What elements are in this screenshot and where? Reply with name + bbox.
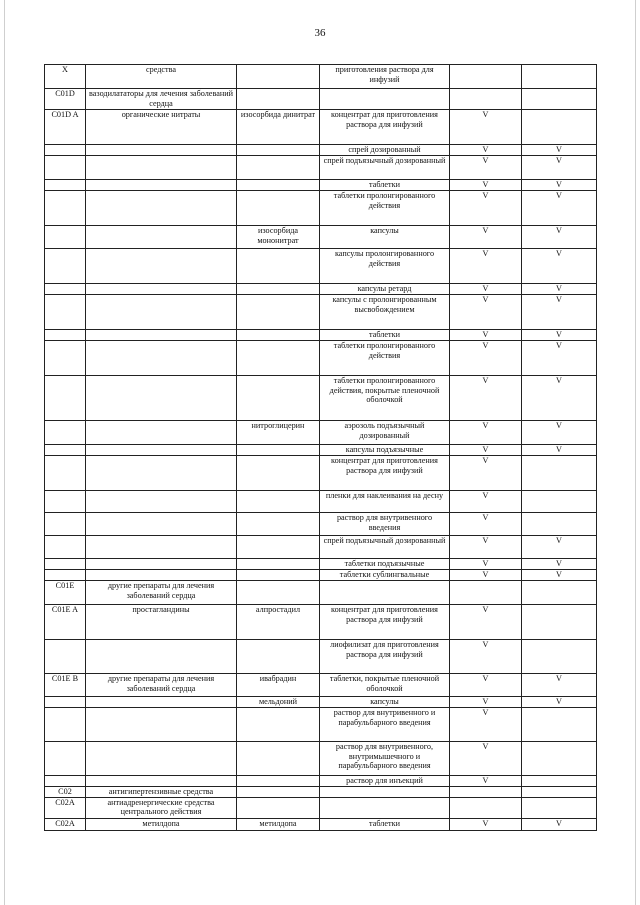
atc-code-cell bbox=[45, 776, 86, 787]
table-row bbox=[45, 376, 597, 421]
atc-code-cell bbox=[45, 284, 86, 295]
atc-code-cell bbox=[45, 640, 86, 674]
table-row bbox=[45, 797, 597, 818]
mark-cell-2: V bbox=[522, 330, 597, 341]
atc-code-cell: C02A bbox=[45, 818, 86, 830]
group-name-cell bbox=[86, 295, 237, 330]
mark-cell-2 bbox=[522, 581, 597, 605]
table-row bbox=[45, 341, 597, 376]
atc-code-cell bbox=[45, 376, 86, 421]
drug-table bbox=[44, 64, 597, 831]
table-row bbox=[45, 570, 597, 581]
mark-cell-1: V bbox=[450, 513, 522, 536]
mark-cell-2 bbox=[522, 797, 597, 818]
mark-cell-1: V bbox=[450, 570, 522, 581]
atc-code-cell bbox=[45, 421, 86, 445]
mark-cell-1: V bbox=[450, 421, 522, 445]
mark-cell-1: V bbox=[450, 536, 522, 559]
dosage-form-cell: раствор для внутривенного, внутримышечного и парабульбарного введения bbox=[320, 742, 450, 776]
mark-cell-1: V bbox=[450, 491, 522, 513]
mark-cell-2: V bbox=[522, 697, 597, 708]
dosage-form-cell: спрей дозированный bbox=[320, 145, 450, 156]
mark-cell-1 bbox=[450, 787, 522, 798]
dosage-form-cell: таблетки сублингвальные bbox=[320, 570, 450, 581]
mark-cell-2 bbox=[522, 640, 597, 674]
group-name-cell bbox=[86, 445, 237, 456]
atc-code-cell bbox=[45, 180, 86, 191]
table-row bbox=[45, 674, 597, 697]
table-row bbox=[45, 89, 597, 110]
mark-cell-2: V bbox=[522, 559, 597, 570]
mark-cell-1: V bbox=[450, 145, 522, 156]
inn-cell bbox=[237, 180, 320, 191]
atc-code-cell: C01E A bbox=[45, 605, 86, 640]
dosage-form-cell: капсулы bbox=[320, 697, 450, 708]
dosage-form-cell bbox=[320, 797, 450, 818]
dosage-form-cell: раствор для внутривенного и парабульбарного введения bbox=[320, 708, 450, 742]
table-row bbox=[45, 787, 597, 798]
atc-code-cell bbox=[45, 742, 86, 776]
table-row bbox=[45, 445, 597, 456]
inn-cell bbox=[237, 249, 320, 284]
mark-cell-2: V bbox=[522, 570, 597, 581]
inn-cell bbox=[237, 89, 320, 110]
group-name-cell bbox=[86, 513, 237, 536]
table-row bbox=[45, 640, 597, 674]
inn-cell bbox=[237, 513, 320, 536]
mark-cell-2: V bbox=[522, 674, 597, 697]
inn-cell bbox=[237, 797, 320, 818]
table-row bbox=[45, 605, 597, 640]
group-name-cell bbox=[86, 742, 237, 776]
group-name-cell: другие препараты для лечения заболеваний сердца bbox=[86, 674, 237, 697]
inn-cell: ивабрадин bbox=[237, 674, 320, 697]
table-row bbox=[45, 697, 597, 708]
atc-code-cell: C02A bbox=[45, 797, 86, 818]
mark-cell-2: V bbox=[522, 156, 597, 180]
mark-cell-2: V bbox=[522, 249, 597, 284]
mark-cell-2: V bbox=[522, 226, 597, 249]
dosage-form-cell bbox=[320, 787, 450, 798]
atc-code-cell bbox=[45, 513, 86, 536]
mark-cell-1: V bbox=[450, 674, 522, 697]
inn-cell: изосорбида динитрат bbox=[237, 110, 320, 145]
group-name-cell bbox=[86, 776, 237, 787]
table-row bbox=[45, 330, 597, 341]
inn-cell bbox=[237, 65, 320, 89]
inn-cell bbox=[237, 708, 320, 742]
table-row bbox=[45, 456, 597, 491]
inn-cell bbox=[237, 570, 320, 581]
atc-code-cell bbox=[45, 295, 86, 330]
group-name-cell bbox=[86, 491, 237, 513]
atc-code-cell: C01D bbox=[45, 89, 86, 110]
mark-cell-2: V bbox=[522, 341, 597, 376]
inn-cell bbox=[237, 191, 320, 226]
mark-cell-1: V bbox=[450, 559, 522, 570]
table-body bbox=[45, 65, 597, 831]
inn-cell bbox=[237, 295, 320, 330]
table-row bbox=[45, 156, 597, 180]
mark-cell-1: V bbox=[450, 249, 522, 284]
mark-cell-2: V bbox=[522, 818, 597, 830]
group-name-cell: простагландины bbox=[86, 605, 237, 640]
dosage-form-cell: таблетки, покрытые пленочной оболочкой bbox=[320, 674, 450, 697]
mark-cell-1: V bbox=[450, 742, 522, 776]
dosage-form-cell: капсулы с пролонгированным высвобождением bbox=[320, 295, 450, 330]
mark-cell-1: V bbox=[450, 341, 522, 376]
dosage-form-cell: таблетки пролонгированного действия bbox=[320, 191, 450, 226]
group-name-cell: антигипертензивные средства bbox=[86, 787, 237, 798]
mark-cell-1: V bbox=[450, 776, 522, 787]
dosage-form-cell bbox=[320, 581, 450, 605]
atc-code-cell: C01D A bbox=[45, 110, 86, 145]
mark-cell-2 bbox=[522, 776, 597, 787]
group-name-cell bbox=[86, 191, 237, 226]
inn-cell bbox=[237, 787, 320, 798]
table-row bbox=[45, 65, 597, 89]
inn-cell bbox=[237, 491, 320, 513]
mark-cell-1: V bbox=[450, 818, 522, 830]
dosage-form-cell: спрей подъязычный дозированный bbox=[320, 536, 450, 559]
atc-code-cell bbox=[45, 226, 86, 249]
table-row bbox=[45, 226, 597, 249]
inn-cell: алпростадил bbox=[237, 605, 320, 640]
dosage-form-cell: таблетки bbox=[320, 818, 450, 830]
mark-cell-2: V bbox=[522, 536, 597, 559]
inn-cell bbox=[237, 341, 320, 376]
mark-cell-2: V bbox=[522, 376, 597, 421]
mark-cell-2 bbox=[522, 491, 597, 513]
atc-code-cell bbox=[45, 697, 86, 708]
atc-code-cell: C01E B bbox=[45, 674, 86, 697]
group-name-cell bbox=[86, 536, 237, 559]
atc-code-cell bbox=[45, 341, 86, 376]
inn-cell: нитроглицерин bbox=[237, 421, 320, 445]
dosage-form-cell: капсулы пролонгированного действия bbox=[320, 249, 450, 284]
mark-cell-1 bbox=[450, 797, 522, 818]
mark-cell-1: V bbox=[450, 376, 522, 421]
table-row bbox=[45, 110, 597, 145]
inn-cell bbox=[237, 145, 320, 156]
mark-cell-1 bbox=[450, 89, 522, 110]
inn-cell bbox=[237, 536, 320, 559]
dosage-form-cell: приготовления раствора для инфузий bbox=[320, 65, 450, 89]
mark-cell-1: V bbox=[450, 330, 522, 341]
table-row bbox=[45, 180, 597, 191]
dosage-form-cell: капсулы подъязычные bbox=[320, 445, 450, 456]
dosage-form-cell: пленки для наклеивания на десну bbox=[320, 491, 450, 513]
atc-code-cell bbox=[45, 445, 86, 456]
inn-cell bbox=[237, 456, 320, 491]
dosage-form-cell: концентрат для приготовления раствора для инфузий bbox=[320, 605, 450, 640]
inn-cell bbox=[237, 330, 320, 341]
mark-cell-2 bbox=[522, 89, 597, 110]
mark-cell-2 bbox=[522, 110, 597, 145]
atc-code-cell bbox=[45, 491, 86, 513]
dosage-form-cell: концентрат для приготовления раствора для инфузий bbox=[320, 456, 450, 491]
atc-code-cell bbox=[45, 456, 86, 491]
inn-cell bbox=[237, 156, 320, 180]
group-name-cell: средства bbox=[86, 65, 237, 89]
group-name-cell: органические нитраты bbox=[86, 110, 237, 145]
dosage-form-cell: аэрозоль подъязычный дозированный bbox=[320, 421, 450, 445]
table-row bbox=[45, 559, 597, 570]
mark-cell-1: V bbox=[450, 708, 522, 742]
mark-cell-1: V bbox=[450, 110, 522, 145]
group-name-cell: другие препараты для лечения заболеваний сердца bbox=[86, 581, 237, 605]
mark-cell-1: V bbox=[450, 445, 522, 456]
atc-code-cell: C01E bbox=[45, 581, 86, 605]
dosage-form-cell: таблетки bbox=[320, 180, 450, 191]
group-name-cell bbox=[86, 421, 237, 445]
inn-cell: изосорбида мононитрат bbox=[237, 226, 320, 249]
group-name-cell bbox=[86, 180, 237, 191]
group-name-cell bbox=[86, 697, 237, 708]
dosage-form-cell bbox=[320, 89, 450, 110]
group-name-cell bbox=[86, 249, 237, 284]
inn-cell bbox=[237, 742, 320, 776]
mark-cell-1 bbox=[450, 581, 522, 605]
atc-code-cell bbox=[45, 145, 86, 156]
dosage-form-cell: таблетки пролонгированного действия bbox=[320, 341, 450, 376]
atc-code-cell bbox=[45, 330, 86, 341]
mark-cell-1: V bbox=[450, 191, 522, 226]
mark-cell-2: V bbox=[522, 145, 597, 156]
group-name-cell: метилдопа bbox=[86, 818, 237, 830]
group-name-cell bbox=[86, 330, 237, 341]
mark-cell-2 bbox=[522, 787, 597, 798]
dosage-form-cell: раствор для внутривенного введения bbox=[320, 513, 450, 536]
dosage-form-cell: капсулы bbox=[320, 226, 450, 249]
mark-cell-2 bbox=[522, 742, 597, 776]
mark-cell-1: V bbox=[450, 180, 522, 191]
table-row bbox=[45, 536, 597, 559]
table-row bbox=[45, 581, 597, 605]
mark-cell-2: V bbox=[522, 421, 597, 445]
mark-cell-2: V bbox=[522, 445, 597, 456]
dosage-form-cell: таблетки пролонгированного действия, покрытые пленочной оболочкой bbox=[320, 376, 450, 421]
atc-code-cell bbox=[45, 536, 86, 559]
dosage-form-cell: раствор для инъекций bbox=[320, 776, 450, 787]
dosage-form-cell: концентрат для приготовления раствора для инфузий bbox=[320, 110, 450, 145]
mark-cell-1: V bbox=[450, 640, 522, 674]
group-name-cell bbox=[86, 376, 237, 421]
group-name-cell bbox=[86, 341, 237, 376]
inn-cell bbox=[237, 376, 320, 421]
atc-code-cell bbox=[45, 191, 86, 226]
atc-code-cell bbox=[45, 156, 86, 180]
atc-code-cell bbox=[45, 570, 86, 581]
mark-cell-2: V bbox=[522, 191, 597, 226]
scan-edge-right bbox=[635, 0, 636, 905]
table-row bbox=[45, 776, 597, 787]
mark-cell-1 bbox=[450, 65, 522, 89]
group-name-cell bbox=[86, 156, 237, 180]
dosage-form-cell: спрей подъязычный дозированный bbox=[320, 156, 450, 180]
mark-cell-2: V bbox=[522, 180, 597, 191]
dosage-form-cell: капсулы ретард bbox=[320, 284, 450, 295]
atc-code-cell bbox=[45, 708, 86, 742]
table-row bbox=[45, 295, 597, 330]
scan-edge-left bbox=[4, 0, 5, 905]
table-row bbox=[45, 708, 597, 742]
table-row bbox=[45, 145, 597, 156]
atc-code-cell bbox=[45, 249, 86, 284]
group-name-cell bbox=[86, 708, 237, 742]
page-number: 36 bbox=[314, 27, 326, 39]
mark-cell-2 bbox=[522, 65, 597, 89]
mark-cell-2: V bbox=[522, 295, 597, 330]
group-name-cell bbox=[86, 559, 237, 570]
group-name-cell bbox=[86, 284, 237, 295]
mark-cell-1: V bbox=[450, 156, 522, 180]
mark-cell-1: V bbox=[450, 697, 522, 708]
mark-cell-2 bbox=[522, 708, 597, 742]
group-name-cell: антиадренергические средства центрального действия bbox=[86, 797, 237, 818]
mark-cell-1: V bbox=[450, 284, 522, 295]
table-row bbox=[45, 249, 597, 284]
atc-code-cell: C02 bbox=[45, 787, 86, 798]
group-name-cell bbox=[86, 456, 237, 491]
dosage-form-cell: лиофилизат для приготовления раствора для инфузий bbox=[320, 640, 450, 674]
table-row bbox=[45, 513, 597, 536]
inn-cell bbox=[237, 559, 320, 570]
mark-cell-2 bbox=[522, 513, 597, 536]
inn-cell bbox=[237, 445, 320, 456]
mark-cell-1: V bbox=[450, 456, 522, 491]
group-name-cell bbox=[86, 226, 237, 249]
table-row bbox=[45, 818, 597, 830]
group-name-cell bbox=[86, 145, 237, 156]
inn-cell bbox=[237, 640, 320, 674]
mark-cell-1: V bbox=[450, 295, 522, 330]
mark-cell-2 bbox=[522, 456, 597, 491]
group-name-cell: вазодилататоры для лечения заболеваний сердца bbox=[86, 89, 237, 110]
atc-code-cell bbox=[45, 559, 86, 570]
table-row bbox=[45, 284, 597, 295]
dosage-form-cell: таблетки bbox=[320, 330, 450, 341]
mark-cell-1: V bbox=[450, 605, 522, 640]
dosage-form-cell: таблетки подъязычные bbox=[320, 559, 450, 570]
group-name-cell bbox=[86, 640, 237, 674]
inn-cell bbox=[237, 581, 320, 605]
mark-cell-1: V bbox=[450, 226, 522, 249]
inn-cell bbox=[237, 284, 320, 295]
table-row bbox=[45, 742, 597, 776]
atc-code-cell: X bbox=[45, 65, 86, 89]
table-row bbox=[45, 491, 597, 513]
group-name-cell bbox=[86, 570, 237, 581]
mark-cell-2 bbox=[522, 605, 597, 640]
inn-cell: мельдоний bbox=[237, 697, 320, 708]
inn-cell: метилдопа bbox=[237, 818, 320, 830]
table-row bbox=[45, 191, 597, 226]
inn-cell bbox=[237, 776, 320, 787]
mark-cell-2: V bbox=[522, 284, 597, 295]
table-row bbox=[45, 421, 597, 445]
